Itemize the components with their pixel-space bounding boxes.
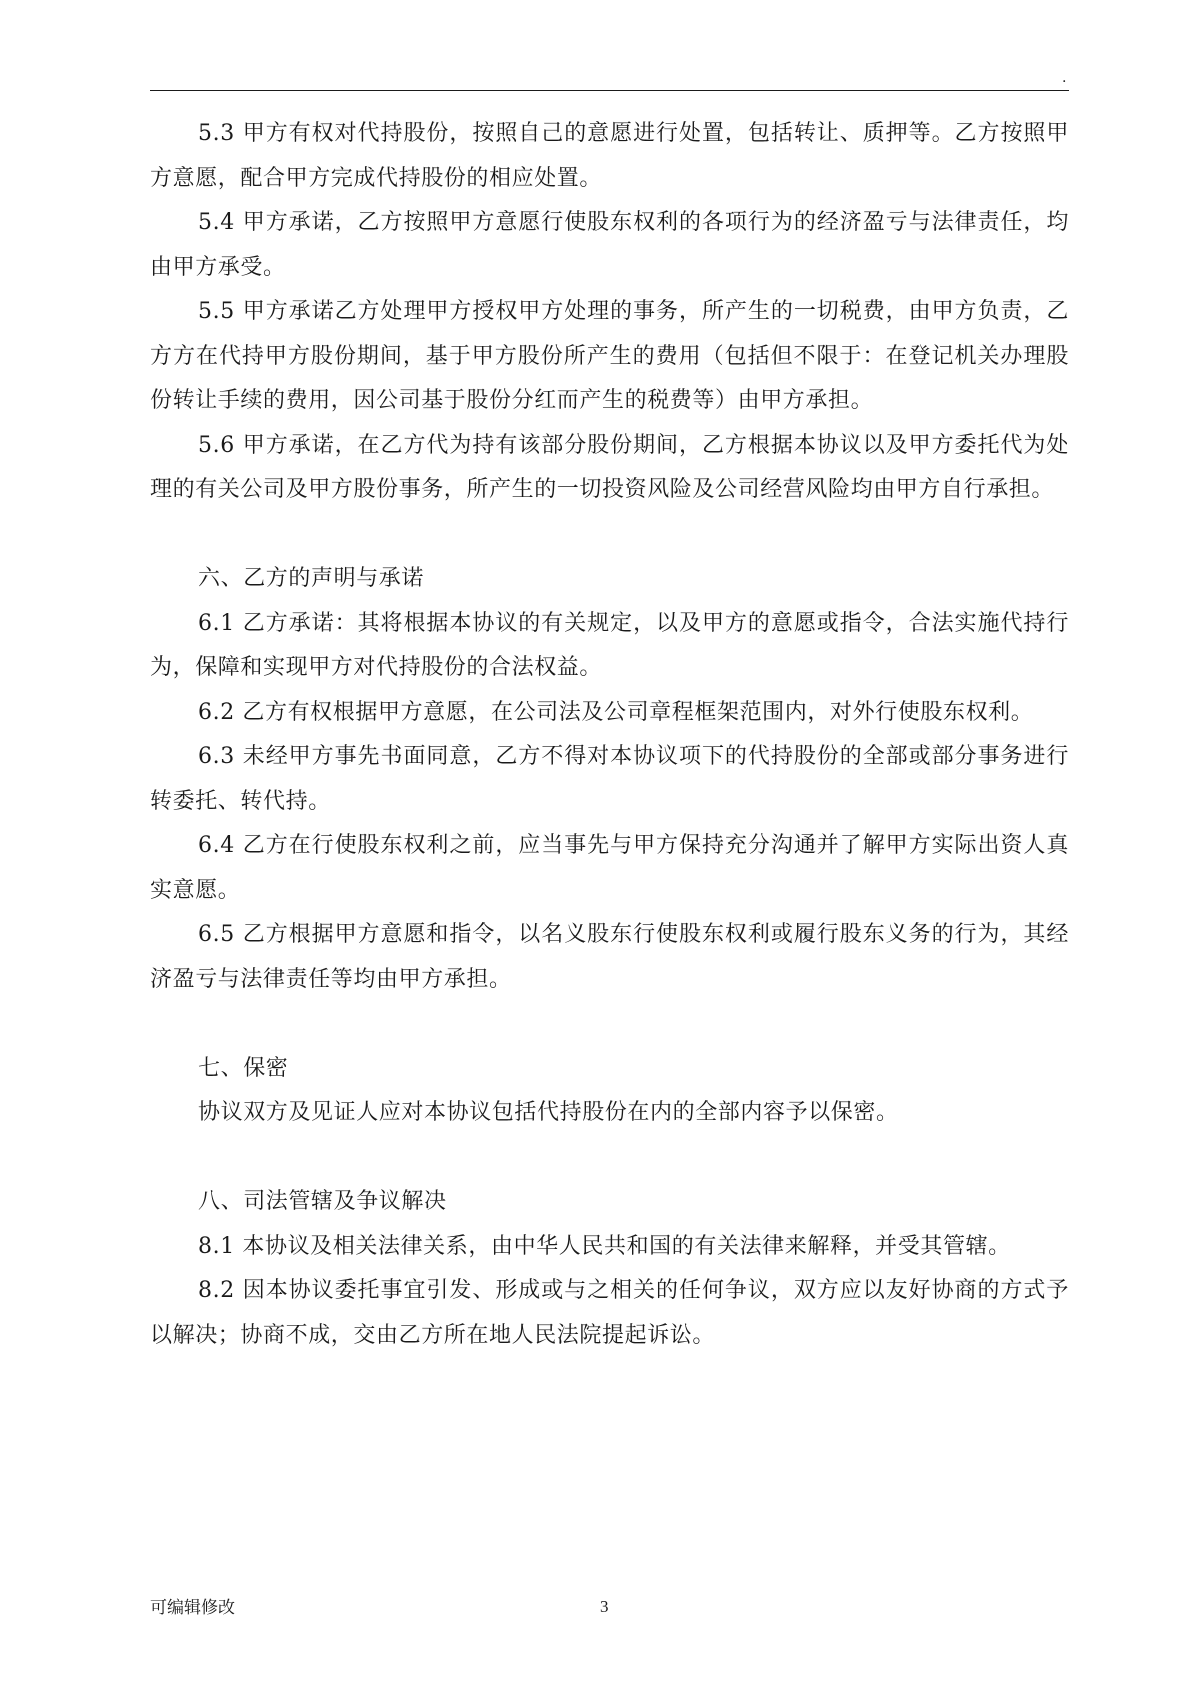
section-gap (150, 1136, 1069, 1181)
header-rule (150, 90, 1069, 91)
clause-5-6: 5.6 甲方承诺，在乙方代为持有该部分股份期间，乙方根据本协议以及甲方委托代为处理的有关公司及甲方股份事务，所产生的一切投资风险及公司经营风险均由甲方自行承担。 (150, 432, 1069, 502)
section-heading-6: 六、乙方的声明与承诺 (198, 566, 425, 591)
section-gap (150, 1002, 1069, 1047)
header-mark: . (1062, 70, 1067, 86)
section-heading-7: 七、保密 (198, 1055, 289, 1081)
clause-8-2: 8.2 因本协议委托事宜引发、形成或与之相关的任何争议，双方应以友好协商的方式予以解决；协商不成，交由乙方所在地人民法院提起诉讼。 (150, 1278, 1069, 1348)
section-heading-8: 八、司法管辖及争议解决 (198, 1189, 447, 1214)
clause-6-5: 6.5 乙方根据甲方意愿和指令，以名义股东行使股东权利或履行股东义务的行为，其经济盈亏与法律责任等均由甲方承担。 (150, 922, 1069, 992)
clause-6-2: 6.2 乙方有权根据甲方意愿，在公司法及公司章程框架范围内，对外行使股东权利。 (198, 699, 1034, 725)
clause-6-4: 6.4 乙方在行使股东权利之前，应当事先与甲方保持充分沟通并了解甲方实际出资人真实意愿。 (150, 833, 1069, 903)
section-gap (150, 513, 1069, 558)
clause-6-3: 6.3 未经甲方事先书面同意，乙方不得对本协议项下的代持股份的全部或部分事务进行转委托、转代持。 (150, 744, 1069, 814)
clause-5-3: 5.3 甲方有权对代持股份，按照自己的意愿进行处置，包括转让、质押等。乙方按照甲方意愿，配合甲方完成代持股份的相应处置。 (150, 121, 1069, 191)
document-body (150, 112, 1069, 1358)
clause-5-4: 5.4 甲方承诺，乙方按照甲方意愿行使股东权利的各项行为的经济盈亏与法律责任，均由甲方承受。 (150, 210, 1069, 280)
clause-7: 协议双方及见证人应对本协议包括代持股份在内的全部内容予以保密。 (198, 1100, 899, 1125)
page-number: 3 (600, 1597, 609, 1616)
clause-5-5: 5.5 甲方承诺乙方处理甲方授权甲方处理的事务，所产生的一切税费，由甲方负责，乙方方在代持甲方股份期间，基于甲方股份所产生的费用（包括但不限于：在登记机关办理股份转让手续的费用，因公司基于股份分红而产生的税费等）由甲方承担。 (150, 299, 1069, 413)
clause-8-1: 8.1 本协议及相关法律关系，由中华人民共和国的有关法律来解释，并受其管辖。 (198, 1233, 1011, 1259)
footer-note: 可编辑修改 (150, 1598, 235, 1618)
clause-6-1: 6.1 乙方承诺：其将根据本协议的有关规定，以及甲方的意愿或指令，合法实施代持行为，保障和实现甲方对代持股份的合法权益。 (150, 610, 1069, 680)
